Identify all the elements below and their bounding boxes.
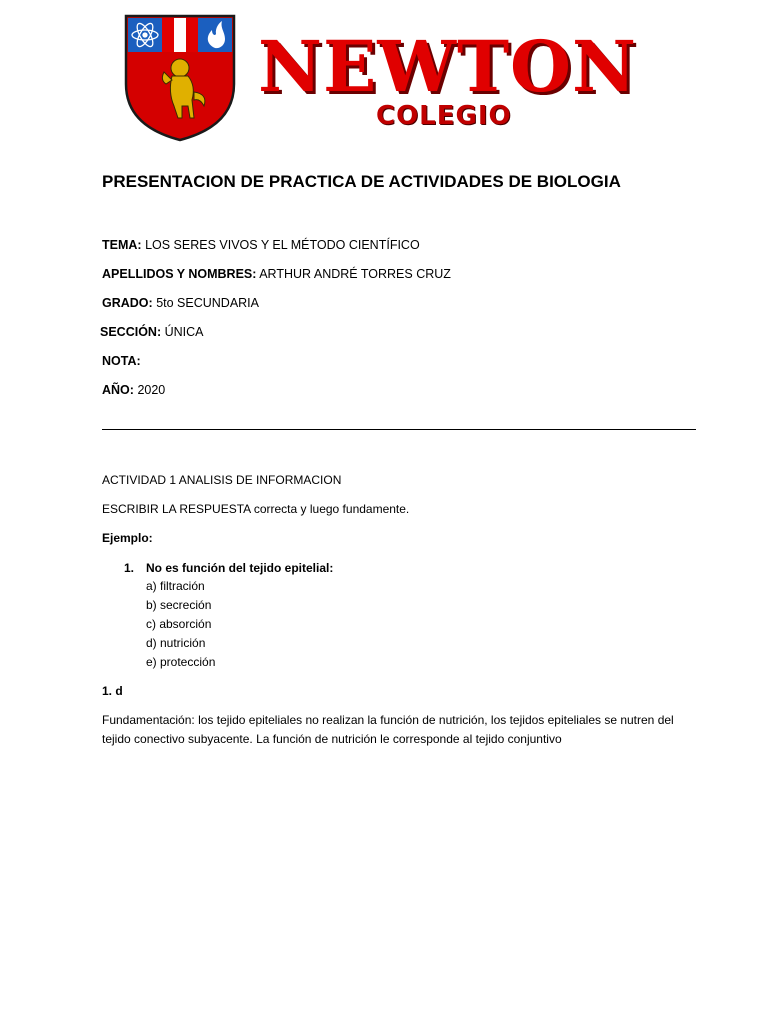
instruction-line bbox=[102, 502, 409, 516]
document-title: PRESENTACION DE PRACTICA DE ACTIVIDADES DE BIOLOGIA bbox=[102, 172, 621, 191]
justification-label: Fundamentación: bbox=[102, 713, 195, 727]
brand-subtitle: COLEGIO bbox=[376, 101, 512, 131]
field-value: 5to SECUNDARIA bbox=[156, 296, 259, 310]
activity-heading: ACTIVIDAD 1 ANALISIS DE INFORMACION bbox=[102, 473, 342, 487]
field-label: APELLIDOS Y NOMBRES: bbox=[102, 267, 257, 281]
field-seccion bbox=[100, 325, 204, 339]
field-label: NOTA: bbox=[102, 354, 141, 368]
answer-line: 1. d bbox=[102, 684, 123, 698]
option-b: b) secreción bbox=[146, 598, 212, 612]
crest-flag-white bbox=[174, 18, 186, 52]
field-nota bbox=[102, 354, 141, 368]
horizontal-divider bbox=[102, 429, 696, 430]
brand-name: NEWTON bbox=[258, 25, 638, 108]
example-label: Ejemplo: bbox=[102, 531, 153, 545]
field-value: ARTHUR ANDRÉ TORRES CRUZ bbox=[259, 267, 451, 281]
field-label: AÑO: bbox=[102, 383, 134, 397]
justification-text: los tejido epiteliales no realizan la función de nutrición, los tejidos epiteliales se nutren del tejido conectivo subyacente. La función de nutrición le corresponde al tejido conjuntivo bbox=[102, 713, 674, 746]
option-d: d) nutrición bbox=[146, 636, 206, 650]
option-c: c) absorción bbox=[146, 617, 212, 631]
field-value: 2020 bbox=[137, 383, 166, 397]
field-label: SECCIÓN: bbox=[100, 325, 162, 339]
crest-flag-red-right bbox=[186, 18, 198, 52]
school-crest-logo bbox=[124, 14, 236, 142]
option-a: a) filtración bbox=[146, 579, 205, 593]
crest-flag-red-left bbox=[162, 18, 174, 52]
question-number: 1. bbox=[124, 561, 135, 575]
field-grado bbox=[102, 296, 259, 310]
justification-paragraph bbox=[102, 711, 702, 749]
instruction-emphasis: ESCRIBIR LA RESPUESTA bbox=[102, 502, 251, 516]
field-value: LOS SERES VIVOS Y EL MÉTODO CIENTÍFICO bbox=[145, 238, 420, 252]
instruction-text: correcta y luego fundamente. bbox=[253, 502, 410, 516]
option-e: e) protección bbox=[146, 655, 216, 669]
field-anio bbox=[102, 383, 165, 397]
field-label: GRADO: bbox=[102, 296, 153, 310]
field-value: ÚNICA bbox=[164, 325, 204, 339]
field-apellidos-nombres bbox=[102, 267, 451, 281]
field-tema bbox=[102, 238, 420, 252]
field-label: TEMA: bbox=[102, 238, 142, 252]
question-text: No es función del tejido epitelial: bbox=[146, 561, 334, 575]
